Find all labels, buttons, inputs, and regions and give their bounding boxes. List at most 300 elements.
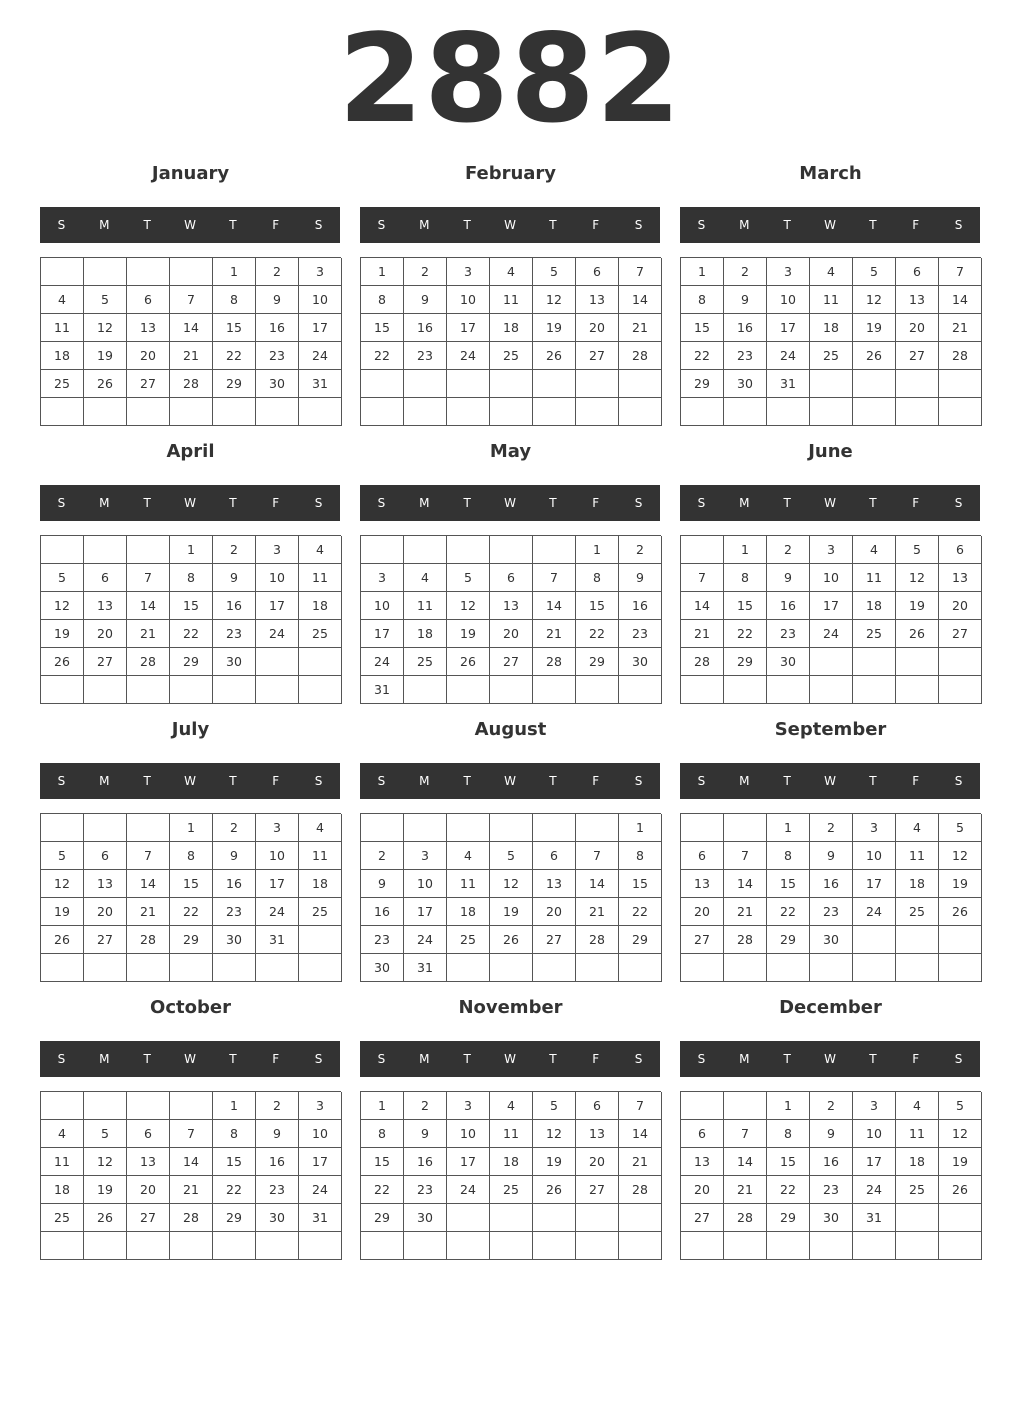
weekday-header: [680, 763, 980, 799]
day-cell: 5: [533, 1092, 576, 1120]
day-cell: 27: [681, 1204, 724, 1232]
day-cell: 6: [939, 536, 982, 564]
empty-day-cell: [447, 676, 490, 704]
empty-day-cell: [533, 954, 576, 982]
weekday-label-mon: M: [419, 496, 430, 510]
day-cell: 15: [681, 314, 724, 342]
day-cell: 31: [256, 926, 299, 954]
day-cell: 29: [619, 926, 662, 954]
empty-day-cell: [299, 648, 342, 676]
empty-day-cell: [84, 536, 127, 564]
empty-day-cell: [127, 676, 170, 704]
day-grid: [40, 1091, 341, 1260]
weekday-label-wed: W: [824, 774, 836, 788]
day-cell: 2: [213, 536, 256, 564]
day-cell: 9: [404, 1120, 447, 1148]
empty-day-cell: [170, 954, 213, 982]
day-cell: 9: [213, 564, 256, 592]
day-cell: 5: [853, 258, 896, 286]
day-cell: 16: [256, 314, 299, 342]
day-cell: 9: [810, 842, 853, 870]
day-cell: 25: [490, 342, 533, 370]
day-cell: 20: [681, 1176, 724, 1204]
day-cell: 13: [490, 592, 533, 620]
day-cell: 18: [896, 1148, 939, 1176]
day-cell: 1: [213, 1092, 256, 1120]
empty-day-cell: [853, 370, 896, 398]
empty-day-cell: [447, 954, 490, 982]
day-cell: 26: [939, 898, 982, 926]
weekday-label-tue: T: [463, 496, 471, 510]
weekday-label-thu: T: [549, 774, 557, 788]
empty-day-cell: [681, 814, 724, 842]
empty-day-cell: [896, 648, 939, 676]
weekday-label-fri: F: [592, 1052, 600, 1066]
empty-day-cell: [404, 536, 447, 564]
empty-day-cell: [853, 398, 896, 426]
empty-day-cell: [896, 676, 939, 704]
day-cell: 15: [767, 870, 810, 898]
day-cell: 12: [896, 564, 939, 592]
day-cell: 16: [213, 870, 256, 898]
day-cell: 3: [299, 258, 342, 286]
empty-day-cell: [490, 954, 533, 982]
day-cell: 31: [853, 1204, 896, 1232]
empty-day-cell: [41, 536, 84, 564]
empty-day-cell: [767, 1232, 810, 1260]
day-cell: 6: [896, 258, 939, 286]
day-cell: 19: [533, 1148, 576, 1176]
empty-day-cell: [41, 814, 84, 842]
day-cell: 5: [533, 258, 576, 286]
empty-day-cell: [619, 370, 662, 398]
empty-day-cell: [724, 954, 767, 982]
day-cell: 23: [619, 620, 662, 648]
weekday-label-sun: S: [57, 496, 66, 510]
day-cell: 19: [533, 314, 576, 342]
day-cell: 1: [681, 258, 724, 286]
empty-day-cell: [767, 954, 810, 982]
day-cell: 21: [170, 1176, 213, 1204]
day-cell: 28: [576, 926, 619, 954]
day-cell: 26: [853, 342, 896, 370]
weekday-header: [360, 763, 660, 799]
empty-day-cell: [84, 1232, 127, 1260]
day-cell: 15: [619, 870, 662, 898]
day-cell: 27: [84, 926, 127, 954]
day-cell: 23: [213, 898, 256, 926]
empty-day-cell: [681, 1092, 724, 1120]
day-cell: 20: [84, 620, 127, 648]
weekday-label-wed: W: [184, 218, 196, 232]
day-cell: 25: [810, 342, 853, 370]
weekday-label-wed: W: [504, 218, 516, 232]
empty-day-cell: [939, 954, 982, 982]
empty-day-cell: [533, 676, 576, 704]
day-cell: 7: [724, 1120, 767, 1148]
day-cell: 7: [127, 564, 170, 592]
day-cell: 18: [810, 314, 853, 342]
day-cell: 13: [84, 870, 127, 898]
empty-day-cell: [619, 676, 662, 704]
day-cell: 27: [127, 1204, 170, 1232]
day-cell: 15: [170, 592, 213, 620]
day-cell: 6: [84, 564, 127, 592]
day-cell: 2: [810, 814, 853, 842]
day-cell: 12: [853, 286, 896, 314]
day-cell: 30: [810, 926, 853, 954]
day-cell: 12: [41, 870, 84, 898]
day-cell: 3: [256, 536, 299, 564]
day-grid: [680, 813, 981, 982]
empty-day-cell: [490, 814, 533, 842]
day-cell: 20: [576, 1148, 619, 1176]
day-cell: 8: [170, 842, 213, 870]
day-cell: 7: [619, 1092, 662, 1120]
day-cell: 5: [84, 286, 127, 314]
day-cell: 23: [724, 342, 767, 370]
empty-day-cell: [490, 1232, 533, 1260]
empty-day-cell: [724, 398, 767, 426]
day-cell: 31: [361, 676, 404, 704]
day-cell: 20: [576, 314, 619, 342]
month-name: June: [808, 441, 853, 462]
day-cell: 30: [619, 648, 662, 676]
day-grid: [680, 257, 981, 426]
day-cell: 14: [533, 592, 576, 620]
day-cell: 1: [361, 1092, 404, 1120]
empty-day-cell: [896, 926, 939, 954]
day-cell: 26: [84, 1204, 127, 1232]
day-cell: 11: [299, 842, 342, 870]
weekday-label-thu: T: [549, 218, 557, 232]
day-cell: 27: [490, 648, 533, 676]
weekday-label-wed: W: [184, 774, 196, 788]
day-cell: 24: [810, 620, 853, 648]
day-cell: 15: [361, 1148, 404, 1176]
day-cell: 24: [853, 898, 896, 926]
empty-day-cell: [896, 370, 939, 398]
year-title: 2882: [338, 8, 682, 150]
day-cell: 6: [127, 286, 170, 314]
day-cell: 21: [533, 620, 576, 648]
day-cell: 13: [84, 592, 127, 620]
day-cell: 30: [404, 1204, 447, 1232]
day-cell: 7: [170, 286, 213, 314]
day-cell: 26: [939, 1176, 982, 1204]
weekday-label-mon: M: [739, 496, 750, 510]
day-cell: 16: [404, 1148, 447, 1176]
day-cell: 10: [404, 870, 447, 898]
empty-day-cell: [810, 648, 853, 676]
day-cell: 17: [404, 898, 447, 926]
day-cell: 9: [724, 286, 767, 314]
day-cell: 26: [533, 342, 576, 370]
day-cell: 15: [576, 592, 619, 620]
weekday-label-fri: F: [592, 218, 600, 232]
day-cell: 16: [619, 592, 662, 620]
day-cell: 14: [170, 314, 213, 342]
empty-day-cell: [447, 814, 490, 842]
day-cell: 29: [170, 926, 213, 954]
weekday-header: [680, 207, 980, 243]
empty-day-cell: [127, 398, 170, 426]
day-cell: 25: [404, 648, 447, 676]
day-cell: 26: [490, 926, 533, 954]
day-cell: 27: [127, 370, 170, 398]
empty-day-cell: [127, 1092, 170, 1120]
day-cell: 22: [767, 1176, 810, 1204]
day-cell: 6: [681, 842, 724, 870]
day-cell: 10: [299, 1120, 342, 1148]
weekday-header: [360, 1041, 660, 1077]
weekday-header: [680, 485, 980, 521]
day-cell: 25: [447, 926, 490, 954]
empty-day-cell: [84, 1092, 127, 1120]
empty-day-cell: [490, 398, 533, 426]
day-cell: 13: [681, 1148, 724, 1176]
day-cell: 26: [41, 926, 84, 954]
day-cell: 25: [853, 620, 896, 648]
empty-day-cell: [810, 676, 853, 704]
day-cell: 14: [619, 286, 662, 314]
empty-day-cell: [127, 536, 170, 564]
day-cell: 4: [853, 536, 896, 564]
day-cell: 18: [41, 342, 84, 370]
weekday-label-fri: F: [272, 218, 280, 232]
day-cell: 21: [170, 342, 213, 370]
empty-day-cell: [533, 370, 576, 398]
day-cell: 9: [404, 286, 447, 314]
weekday-label-wed: W: [184, 496, 196, 510]
weekday-label-thu: T: [869, 774, 877, 788]
empty-day-cell: [853, 926, 896, 954]
weekday-label-sat: S: [634, 496, 643, 510]
weekday-label-fri: F: [912, 496, 920, 510]
empty-day-cell: [533, 1204, 576, 1232]
weekday-label-tue: T: [143, 1052, 151, 1066]
day-cell: 20: [533, 898, 576, 926]
empty-day-cell: [299, 1232, 342, 1260]
day-cell: 27: [576, 1176, 619, 1204]
month-name: July: [171, 719, 210, 740]
empty-day-cell: [213, 398, 256, 426]
day-cell: 16: [213, 592, 256, 620]
day-cell: 13: [576, 1120, 619, 1148]
day-cell: 3: [447, 1092, 490, 1120]
day-cell: 22: [361, 1176, 404, 1204]
empty-day-cell: [619, 1232, 662, 1260]
day-cell: 3: [361, 564, 404, 592]
day-cell: 26: [896, 620, 939, 648]
empty-day-cell: [767, 398, 810, 426]
day-cell: 4: [404, 564, 447, 592]
day-cell: 11: [490, 1120, 533, 1148]
day-cell: 20: [939, 592, 982, 620]
day-cell: 21: [681, 620, 724, 648]
day-cell: 5: [939, 814, 982, 842]
day-cell: 3: [256, 814, 299, 842]
day-cell: 10: [299, 286, 342, 314]
day-cell: 5: [447, 564, 490, 592]
empty-day-cell: [490, 676, 533, 704]
weekday-label-tue: T: [783, 1052, 791, 1066]
day-grid: [40, 257, 341, 426]
day-cell: 6: [681, 1120, 724, 1148]
day-cell: 9: [213, 842, 256, 870]
empty-day-cell: [724, 1232, 767, 1260]
day-cell: 22: [576, 620, 619, 648]
weekday-label-sun: S: [697, 1052, 706, 1066]
day-cell: 16: [724, 314, 767, 342]
day-cell: 3: [299, 1092, 342, 1120]
day-cell: 24: [447, 342, 490, 370]
day-cell: 13: [681, 870, 724, 898]
empty-day-cell: [170, 1232, 213, 1260]
weekday-label-sat: S: [954, 218, 963, 232]
empty-day-cell: [361, 536, 404, 564]
empty-day-cell: [447, 1232, 490, 1260]
day-cell: 18: [490, 1148, 533, 1176]
empty-day-cell: [896, 954, 939, 982]
day-cell: 4: [896, 814, 939, 842]
day-cell: 23: [213, 620, 256, 648]
day-grid: [680, 535, 981, 704]
empty-day-cell: [84, 676, 127, 704]
day-cell: 19: [41, 898, 84, 926]
day-cell: 29: [361, 1204, 404, 1232]
day-cell: 28: [170, 1204, 213, 1232]
weekday-label-sat: S: [634, 1052, 643, 1066]
weekday-label-sun: S: [57, 774, 66, 788]
day-cell: 28: [681, 648, 724, 676]
day-cell: 1: [361, 258, 404, 286]
weekday-header: [360, 485, 660, 521]
day-cell: 17: [447, 314, 490, 342]
empty-day-cell: [767, 676, 810, 704]
day-cell: 27: [896, 342, 939, 370]
day-cell: 21: [619, 1148, 662, 1176]
day-cell: 5: [41, 842, 84, 870]
day-cell: 1: [213, 258, 256, 286]
weekday-label-sat: S: [954, 1052, 963, 1066]
weekday-label-sun: S: [377, 774, 386, 788]
empty-day-cell: [619, 398, 662, 426]
day-cell: 29: [213, 1204, 256, 1232]
day-cell: 23: [767, 620, 810, 648]
empty-day-cell: [170, 676, 213, 704]
empty-day-cell: [256, 398, 299, 426]
day-cell: 6: [127, 1120, 170, 1148]
empty-day-cell: [299, 954, 342, 982]
weekday-header: [40, 1041, 340, 1077]
empty-day-cell: [299, 676, 342, 704]
day-cell: 21: [576, 898, 619, 926]
day-cell: 14: [619, 1120, 662, 1148]
day-cell: 7: [127, 842, 170, 870]
weekday-label-mon: M: [739, 1052, 750, 1066]
day-cell: 19: [41, 620, 84, 648]
day-cell: 16: [256, 1148, 299, 1176]
empty-day-cell: [939, 648, 982, 676]
month-name: April: [166, 441, 215, 462]
day-cell: 9: [361, 870, 404, 898]
day-cell: 18: [41, 1176, 84, 1204]
day-cell: 13: [127, 1148, 170, 1176]
weekday-label-sat: S: [634, 774, 643, 788]
day-cell: 28: [619, 342, 662, 370]
weekday-label-thu: T: [869, 1052, 877, 1066]
day-cell: 21: [724, 1176, 767, 1204]
day-cell: 28: [170, 370, 213, 398]
day-cell: 12: [533, 1120, 576, 1148]
day-cell: 8: [361, 286, 404, 314]
month-name: May: [489, 441, 532, 462]
empty-day-cell: [619, 1204, 662, 1232]
day-cell: 11: [853, 564, 896, 592]
month-name: October: [150, 997, 231, 1018]
empty-day-cell: [810, 370, 853, 398]
day-cell: 3: [404, 842, 447, 870]
day-cell: 17: [767, 314, 810, 342]
weekday-label-fri: F: [592, 774, 600, 788]
day-cell: 13: [896, 286, 939, 314]
empty-day-cell: [533, 1232, 576, 1260]
day-cell: 11: [896, 842, 939, 870]
day-cell: 4: [41, 1120, 84, 1148]
weekday-label-sun: S: [377, 218, 386, 232]
weekday-label-mon: M: [419, 774, 430, 788]
day-cell: 27: [681, 926, 724, 954]
empty-day-cell: [41, 398, 84, 426]
empty-day-cell: [533, 814, 576, 842]
empty-day-cell: [576, 1204, 619, 1232]
empty-day-cell: [41, 1092, 84, 1120]
day-cell: 12: [41, 592, 84, 620]
day-cell: 11: [404, 592, 447, 620]
day-cell: 1: [724, 536, 767, 564]
day-cell: 22: [213, 342, 256, 370]
day-cell: 19: [490, 898, 533, 926]
day-cell: 14: [576, 870, 619, 898]
weekday-label-fri: F: [912, 1052, 920, 1066]
weekday-label-wed: W: [184, 1052, 196, 1066]
empty-day-cell: [853, 1232, 896, 1260]
day-cell: 17: [299, 314, 342, 342]
day-cell: 16: [361, 898, 404, 926]
day-cell: 15: [170, 870, 213, 898]
day-cell: 7: [170, 1120, 213, 1148]
weekday-label-wed: W: [504, 1052, 516, 1066]
empty-day-cell: [404, 1232, 447, 1260]
day-cell: 8: [619, 842, 662, 870]
empty-day-cell: [810, 1232, 853, 1260]
empty-day-cell: [853, 676, 896, 704]
empty-day-cell: [681, 954, 724, 982]
day-cell: 1: [576, 536, 619, 564]
day-cell: 4: [490, 258, 533, 286]
day-grid: [360, 257, 661, 426]
day-cell: 24: [361, 648, 404, 676]
day-grid: [360, 535, 661, 704]
empty-day-cell: [576, 370, 619, 398]
day-cell: 15: [724, 592, 767, 620]
day-cell: 29: [213, 370, 256, 398]
day-cell: 15: [213, 314, 256, 342]
month-name: December: [779, 997, 882, 1018]
day-cell: 26: [41, 648, 84, 676]
day-cell: 2: [361, 842, 404, 870]
